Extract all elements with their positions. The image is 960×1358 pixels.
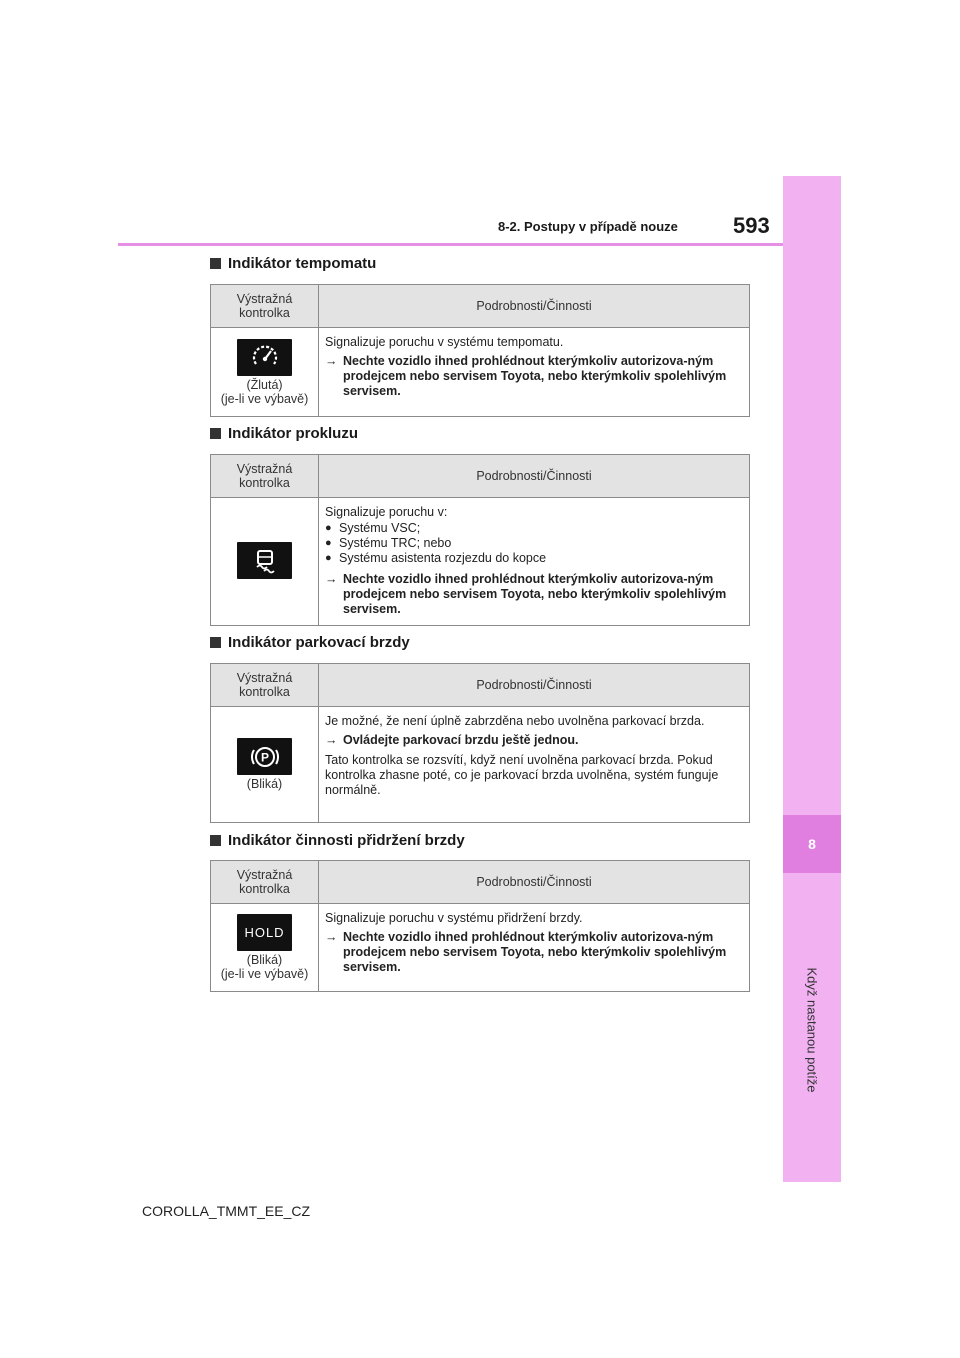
section-title-hold [210,832,465,849]
bullet-item [325,551,743,566]
icon-caption: (Bliká) [246,953,283,967]
section-title-parking [210,634,410,651]
chapter-number: 8 [808,836,816,852]
bullet-item [325,536,743,551]
arrow-icon: → [325,572,338,586]
warning-table-slip [210,454,750,626]
section-title-text: Indikátor činnosti přidržení brzdy [228,832,465,849]
details-cell [319,707,750,823]
details-cell [319,328,750,417]
cruise-control-icon [237,339,292,376]
arrow-icon: → [325,733,338,747]
header-warning-light: Výstražná kontrolka [211,664,319,707]
warning-table-hold [210,860,750,992]
warning-table-cruise [210,284,750,417]
header-warning-light: Výstražná kontrolka [211,285,319,328]
bullet-icon: ● [325,522,332,534]
header-details: Podrobnosti/Činnosti [319,664,750,707]
detail-action: Nechte vozidlo ihned prohlédnout kterýmkoliv autorizova-ným prodejcem nebo servisem Toyota, nebo kterýmkoliv spolehlivým servisem. [343,572,727,616]
icon-caption: (Bliká) [246,777,283,791]
parking-brake-icon [237,738,292,775]
header-warning-light: Výstražná kontrolka [211,455,319,498]
section-title-cruise [210,255,376,272]
bullet-item [325,521,743,536]
detail-action: Ovládejte parkovací brzdu ještě jednou. [343,733,579,747]
header-details: Podrobnosti/Činnosti [319,285,750,328]
bullet-text: Systému TRC; nebo [339,536,452,550]
bullet-text: Systému VSC; [339,521,421,535]
chapter-label: Když nastanou potíže [804,967,820,1093]
icon-caption: (je-li ve výbavě) [220,391,309,406]
slip-indicator-icon [237,542,292,579]
bullet-icon: ● [325,537,332,549]
section-title-text: Indikátor prokluzu [228,425,359,442]
header-details: Podrobnosti/Činnosti [319,455,750,498]
header-details: Podrobnosti/Činnosti [319,861,750,904]
bullet-icon: ● [325,552,332,564]
detail-intro: Je možné, že není úplně zabrzděna nebo uvolněna parkovací brzda. [325,714,705,728]
hold-icon-text: HOLD [244,925,285,940]
brake-hold-icon [237,914,292,951]
icon-caption: (je-li ve výbavě) [220,967,309,981]
detail-intro: Signalizuje poruchu v: [325,505,448,519]
section-square-icon [210,258,221,269]
section-title-slip [210,425,358,442]
arrow-icon: → [325,930,338,944]
page-number: 593 [733,213,770,238]
details-cell [319,904,750,992]
svg-text:P: P [260,750,269,764]
section-square-icon [210,428,221,439]
detail-action: Nechte vozidlo ihned prohlédnout kterýmkoliv autorizova-ným prodejcem nebo servisem Toyota, nebo kterýmkoliv spolehlivým servisem. [343,930,727,974]
icon-cell [211,904,319,992]
document-code-footer: COROLLA_TMMT_EE_CZ [142,1203,311,1219]
header-warning-light: Výstražná kontrolka [211,861,319,904]
detail-intro: Signalizuje poruchu v systému přidržení brzdy. [325,911,583,925]
detail-intro: Signalizuje poruchu v systému tempomatu. [325,335,564,349]
warning-table-parking [210,663,750,823]
bullet-text: Systému asistenta rozjezdu do kopce [339,551,547,565]
icon-cell [211,498,319,626]
section-square-icon [210,835,221,846]
section-title-text: Indikátor parkovací brzdy [228,634,410,651]
icon-caption: (Žlutá) [246,377,283,392]
section-heading: 8-2. Postupy v případě nouze [498,219,678,234]
chapter-number-box [783,815,841,873]
arrow-icon: → [325,354,338,368]
details-cell [319,498,750,626]
detail-action: Nechte vozidlo ihned prohlédnout kterýmkoliv autorizova-ným prodejcem nebo servisem Toyota, nebo kterýmkoliv spolehlivým servisem. [343,354,727,398]
section-title-text: Indikátor tempomatu [228,255,377,272]
header-rule [118,243,783,246]
detail-note: Tato kontrolka se rozsvítí, když není uvolněna parkovací brzda. Pokud kontrolka zhasne poté, co je parkovací brzda uvolněna, systém funguje normálně. [325,753,719,797]
icon-cell [211,707,319,823]
section-square-icon [210,637,221,648]
icon-cell [211,328,319,417]
